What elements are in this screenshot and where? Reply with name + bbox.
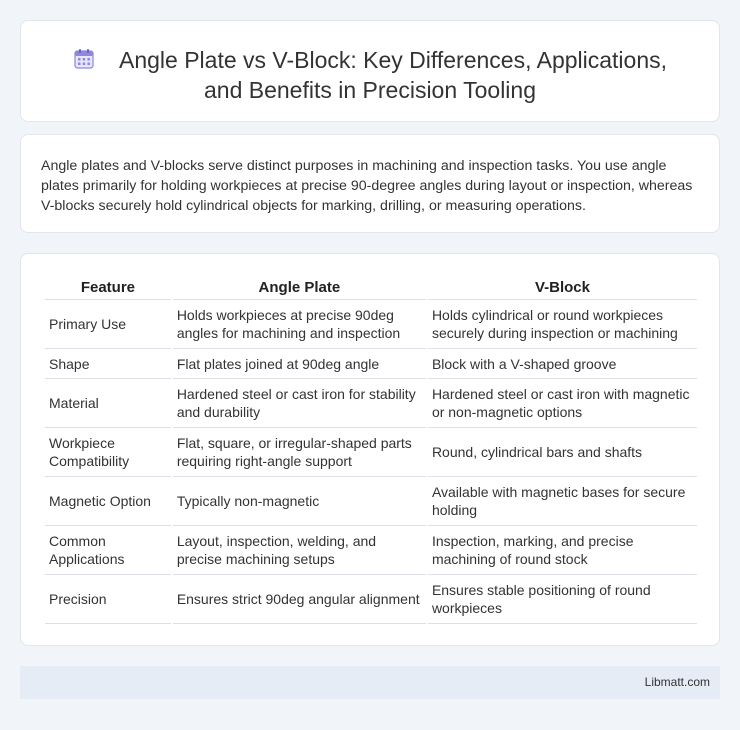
angle-plate-cell: Flat, square, or irregular-shaped parts requiring right-angle support bbox=[173, 428, 426, 477]
page-title bbox=[21, 45, 719, 105]
table-row bbox=[45, 477, 697, 526]
table-row bbox=[45, 428, 697, 477]
title-line-1: Angle Plate vs V-Block: Key Differences, Applications, bbox=[118, 47, 668, 73]
comparison-table bbox=[43, 272, 699, 624]
v-block-cell: Holds cylindrical or round workpieces securely during inspection or machining bbox=[428, 300, 697, 349]
v-block-cell: Block with a V-shaped groove bbox=[428, 349, 697, 379]
comparison-card bbox=[20, 253, 720, 646]
feature-cell: Material bbox=[45, 379, 171, 428]
header-angle-plate: Angle Plate bbox=[173, 272, 426, 300]
v-block-cell: Ensures stable positioning of round workpieces bbox=[428, 575, 697, 624]
table-row bbox=[45, 575, 697, 624]
angle-plate-cell: Ensures strict 90deg angular alignment bbox=[173, 575, 426, 624]
footer-brand-link[interactable]: Libmatt.com bbox=[644, 675, 710, 689]
table-header-row bbox=[45, 272, 697, 300]
header-v-block: V-Block bbox=[428, 272, 697, 300]
table-row bbox=[45, 379, 697, 428]
table-row bbox=[45, 526, 697, 575]
v-block-cell: Available with magnetic bases for secure holding bbox=[428, 477, 697, 526]
title-line-2: and Benefits in Precision Tooling bbox=[203, 77, 536, 103]
feature-cell: Workpiece Compatibility bbox=[45, 428, 171, 477]
feature-cell: Precision bbox=[45, 575, 171, 624]
calendar-icon bbox=[73, 48, 95, 70]
angle-plate-cell: Hardened steel or cast iron for stability and durability bbox=[173, 379, 426, 428]
feature-cell: Common Applications bbox=[45, 526, 171, 575]
feature-cell: Magnetic Option bbox=[45, 477, 171, 526]
intro-text: Angle plates and V-blocks serve distinct purposes in machining and inspection tasks. You use angle plates primarily for holding workpieces at precise 90-degree angles during layout or inspection, whereas V-blocks securely hold cylindrical objects for marking, drilling, or measuring operations. bbox=[41, 158, 693, 214]
v-block-cell: Round, cylindrical bars and shafts bbox=[428, 428, 697, 477]
angle-plate-cell: Flat plates joined at 90deg angle bbox=[173, 349, 426, 379]
header-card bbox=[20, 20, 720, 122]
intro-card bbox=[20, 134, 720, 233]
angle-plate-cell: Typically non-magnetic bbox=[173, 477, 426, 526]
feature-cell: Primary Use bbox=[45, 300, 171, 349]
table-row bbox=[45, 349, 697, 379]
table-row bbox=[45, 300, 697, 349]
feature-cell: Shape bbox=[45, 349, 171, 379]
footer-bar bbox=[20, 666, 720, 699]
v-block-cell: Inspection, marking, and precise machining of round stock bbox=[428, 526, 697, 575]
v-block-cell: Hardened steel or cast iron with magnetic or non-magnetic options bbox=[428, 379, 697, 428]
angle-plate-cell: Holds workpieces at precise 90deg angles for machining and inspection bbox=[173, 300, 426, 349]
header-feature: Feature bbox=[45, 272, 171, 300]
angle-plate-cell: Layout, inspection, welding, and precise machining setups bbox=[173, 526, 426, 575]
